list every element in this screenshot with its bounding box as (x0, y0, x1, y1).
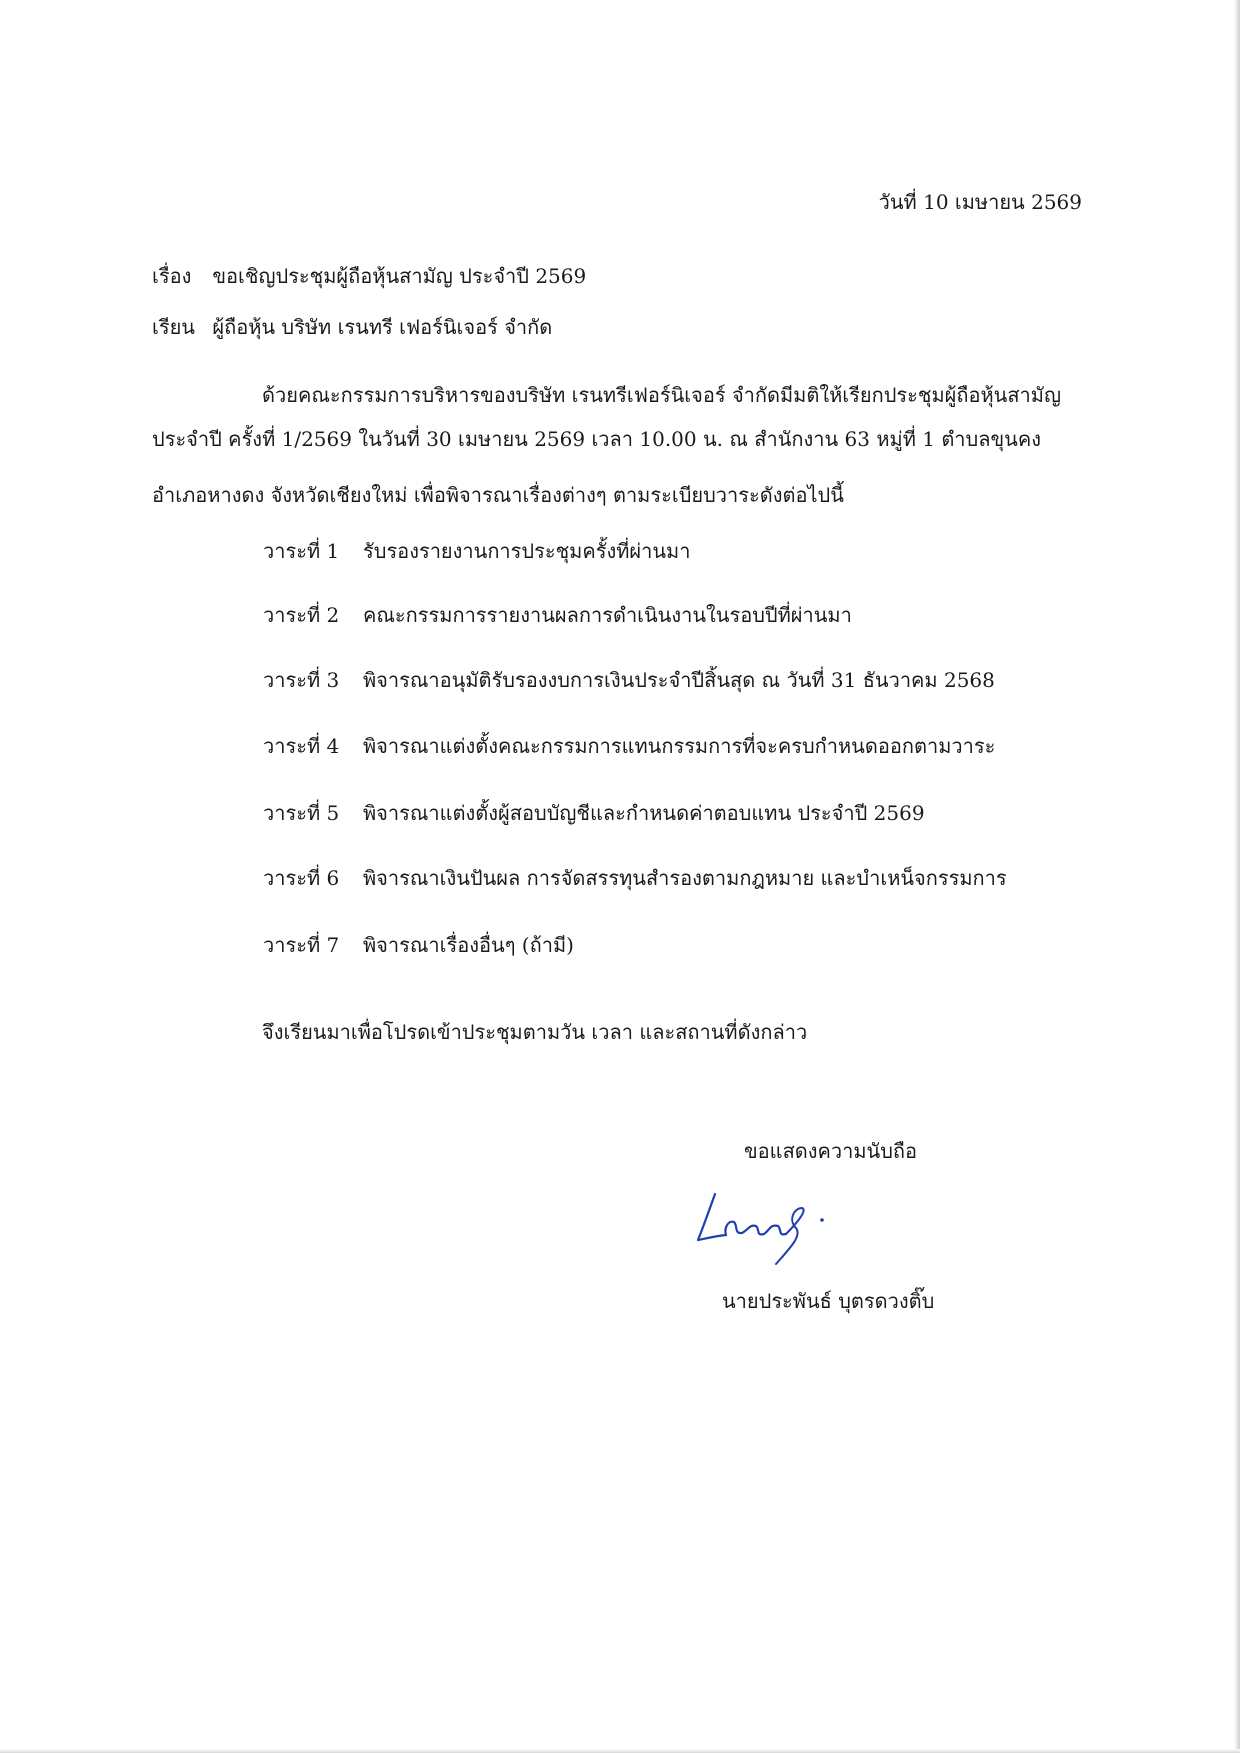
agenda-item (263, 601, 852, 629)
agenda-text: พิจารณาเรื่องอื่นๆ (ถ้ามี) (363, 933, 574, 957)
signer-name: นายประพันธ์ บุตรดวงติ๊บ (722, 1289, 935, 1313)
agenda-text: พิจารณาเงินปันผล การจัดสรรทุนสำรองตามกฎหมาย และบำเหน็จกรรมการ (363, 866, 1007, 890)
agenda-item (263, 931, 574, 959)
handwritten-signature (690, 1180, 840, 1280)
scan-edge-bottom (0, 1749, 1240, 1753)
agenda-item (263, 537, 690, 565)
agenda-number: วาระที่ 5 (263, 801, 340, 825)
agenda-number: วาระที่ 4 (263, 734, 340, 758)
agenda-item (263, 799, 925, 827)
body-line-1: ด้วยคณะกรรมการบริหารของบริษัท เรนทรีเฟอร์นิเจอร์ จำกัดมีมติให้เรียกประชุมผู้ถือหุ้นสามัญ (262, 383, 1061, 407)
agenda-text: รับรองรายงานการประชุมครั้งที่ผ่านมา (363, 539, 691, 563)
agenda-item (263, 864, 1007, 892)
letter-date: วันที่ 10 เมษายน 2569 (878, 190, 1082, 214)
body-line-3: อำเภอหางดง จังหวัดเชียงใหม่ เพื่อพิจารณาเรื่องต่างๆ ตามระเบียบวาระดังต่อไปนี้ (152, 483, 844, 507)
agenda-item (263, 732, 995, 760)
agenda-number: วาระที่ 6 (263, 866, 340, 890)
agenda-text: พิจารณาอนุมัติรับรองงบการเงินประจำปีสิ้นสุด ณ วันที่ 31 ธันวาคม 2568 (363, 668, 995, 692)
subject-label: เรื่อง (152, 264, 192, 288)
body-line-2: ประจำปี ครั้งที่ 1/2569 ในวันที่ 30 เมษายน 2569 เวลา 10.00 น. ณ สำนักงาน 63 หมู่ที่ 1 ตำบลขุนคง (152, 427, 1041, 451)
agenda-text: พิจารณาแต่งตั้งคณะกรรมการแทนกรรมการที่จะครบกำหนดออกตามวาระ (363, 734, 996, 758)
subject-line (152, 262, 586, 290)
agenda-number: วาระที่ 7 (263, 933, 340, 957)
agenda-number: วาระที่ 3 (263, 668, 340, 692)
closing-line: จึงเรียนมาเพื่อโปรดเข้าประชุมตามวัน เวลา และสถานที่ดังกล่าว (262, 1020, 808, 1044)
recipient-line (152, 313, 552, 341)
agenda-text: พิจารณาแต่งตั้งผู้สอบบัญชีและกำหนดค่าตอบแทน ประจำปี 2569 (363, 801, 925, 825)
agenda-text: คณะกรรมการรายงานผลการดำเนินงานในรอบปีที่ผ่านมา (363, 603, 852, 627)
recipient-label: เรียน (152, 315, 195, 339)
agenda-number: วาระที่ 2 (263, 603, 340, 627)
regards-line: ขอแสดงความนับถือ (744, 1139, 918, 1163)
scan-edge-right (1234, 0, 1240, 1753)
agenda-item (263, 666, 995, 694)
recipient-text: ผู้ถือหุ้น บริษัท เรนทรี เฟอร์นิเจอร์ จำกัด (212, 315, 553, 339)
subject-text: ขอเชิญประชุมผู้ถือหุ้นสามัญ ประจำปี 2569 (212, 264, 587, 288)
agenda-number: วาระที่ 1 (263, 539, 340, 563)
